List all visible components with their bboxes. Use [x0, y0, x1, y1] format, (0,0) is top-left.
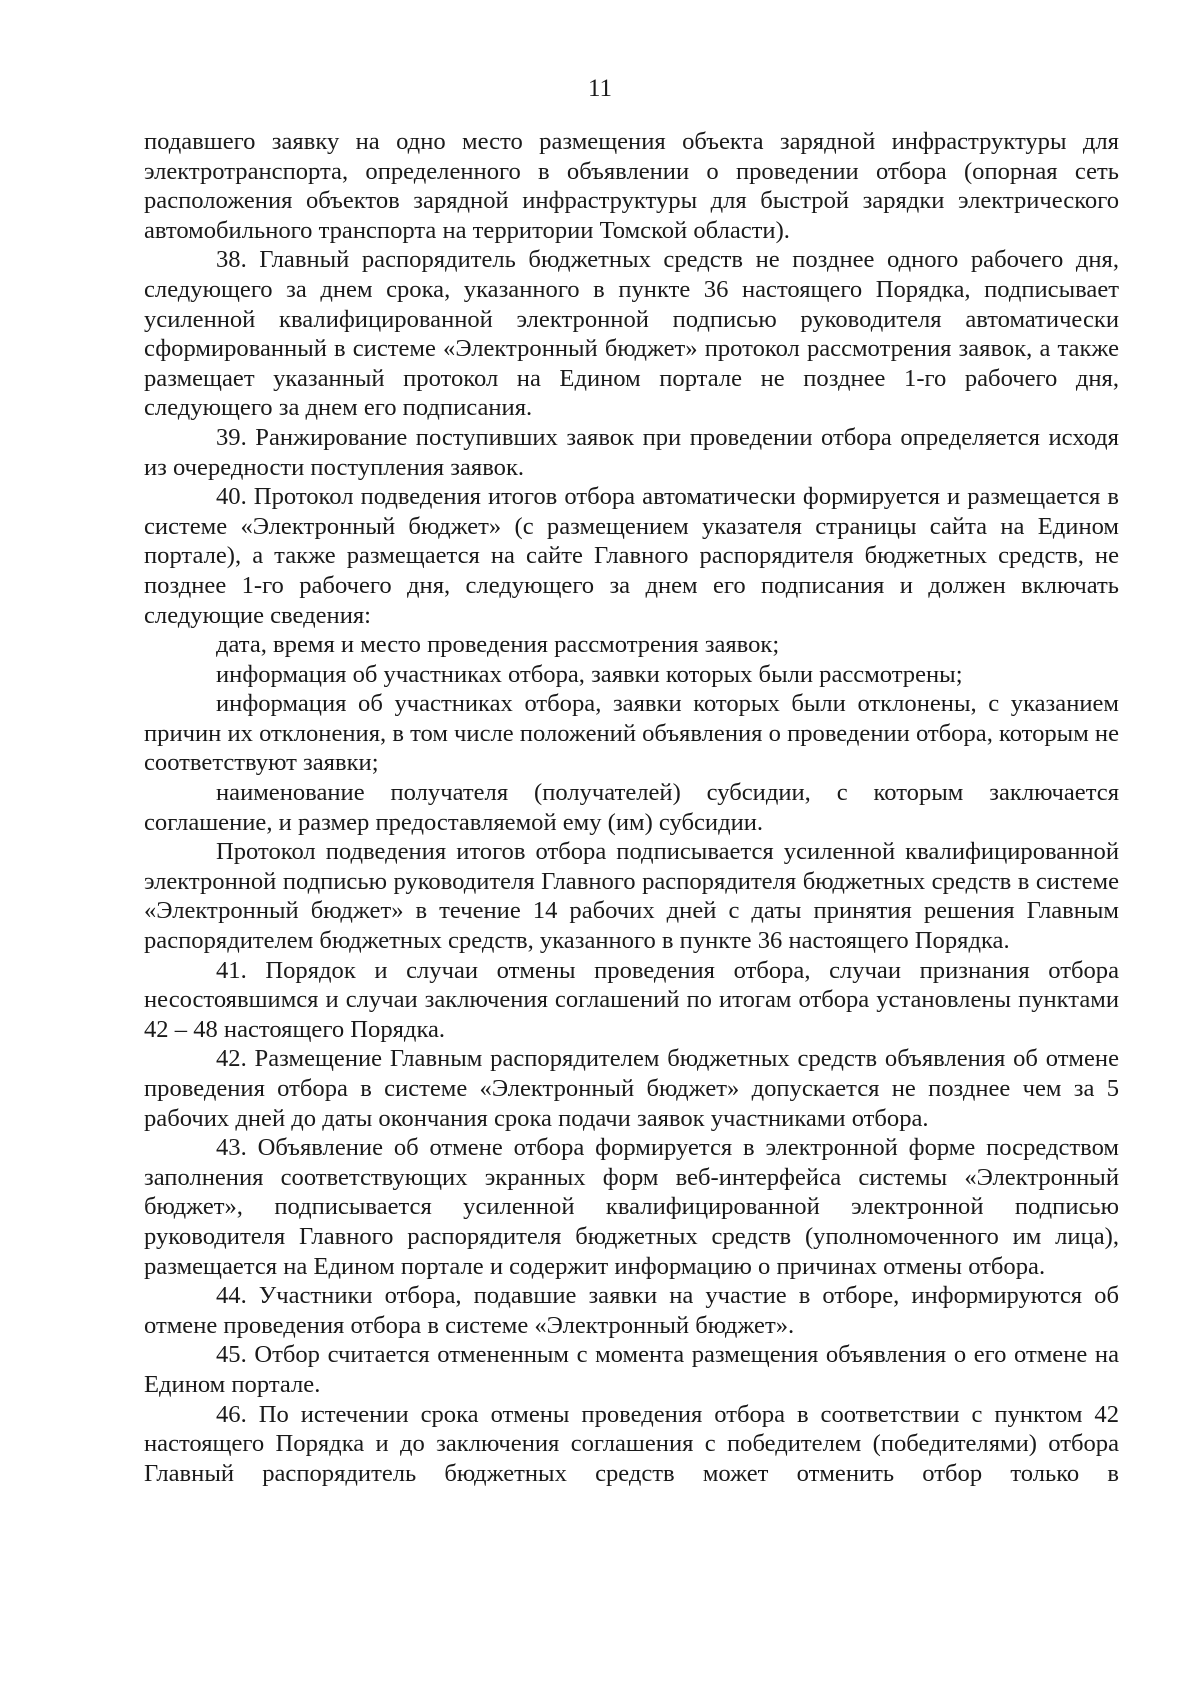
paragraph-continuation: подавшего заявку на одно место размещения объекта зарядной инфраструктуры для электротранспорта, определенного в объявлении о проведении отбора (опорная сеть расположения объектов зарядной инфраструктуры для быстрой зарядки электрического автомобильного транспорта на территории Томской области).: [144, 128, 1119, 244]
paragraph-46: 46. По истечении срока отмены проведения отбора в соответствии с пунктом 42 настоящего Порядка и до заключения соглашения с победителем (победителями) отбора Главный распорядитель бюджетных средств может отменить отбор только в: [144, 1400, 1119, 1487]
list-item-reviewed: информация об участниках отбора, заявки которых были рассмотрены;: [216, 660, 963, 688]
page-number: 11: [587, 75, 613, 102]
document-body: [144, 127, 1119, 1488]
list-item-date: дата, время и место проведения рассмотрения заявок;: [216, 631, 780, 659]
paragraph-41: 41. Порядок и случаи отмены проведения отбора, случаи признания отбора несостоявшимся и случаи заключения соглашений по итогам отбора установлены пунктами 42 – 48 настоящего Порядка.: [144, 956, 1119, 1043]
paragraph-39: 39. Ранжирование поступивших заявок при проведении отбора определяется исходя из очередности поступления заявок.: [144, 423, 1119, 481]
paragraph-44: 44. Участники отбора, подавшие заявки на участие в отборе, информируются об отмене проведения отбора в системе «Электронный бюджет».: [144, 1282, 1119, 1339]
paragraph-42: 42. Размещение Главным распорядителем бюджетных средств объявления об отмене проведения отбора в системе «Электронный бюджет» допускается не позднее чем за 5 рабочих дней до даты окончания срока подачи заявок участниками отбора.: [144, 1045, 1119, 1132]
list-item-rejected: информация об участниках отбора, заявки которых были отклонены, с указанием причин их отклонения, в том числе положений объявления о проведении отбора, которым не соответствуют заявки;: [144, 690, 1119, 777]
paragraph-38: 38. Главный распорядитель бюджетных средств не позднее одного рабочего дня, следующего за днем срока, указанного в пункте 36 настоящего Порядка, подписывает усиленной квалифицированной электронной подписью руководителя автоматически сформированный в системе «Электронный бюджет» протокол рассмотрения заявок, а также размещает указанный протокол на Едином портале не позднее 1-го рабочего дня, следующего за днем его подписания.: [144, 246, 1119, 422]
paragraph-45: 45. Отбор считается отмененным с момента размещения объявления о его отмене на Едином портале.: [144, 1341, 1119, 1398]
paragraph-40: 40. Протокол подведения итогов отбора автоматически формируется и размещается в системе «Электронный бюджет» (с размещением указателя страницы сайта на Едином портале), а также размещается на сайте Главного распорядителя бюджетных средств, не позднее 1-го рабочего дня, следующего за днем его подписания и должен включать следующие сведения:: [144, 483, 1119, 629]
paragraph-protocol-signing: Протокол подведения итогов отбора подписывается усиленной квалифицированной электронной подписью руководителя Главного распорядителя бюджетных средств в системе «Электронный бюджет» в течение 14 рабочих дней с даты принятия решения Главным распорядителем бюджетных средств, указанного в пункте 36 настоящего Порядка.: [144, 838, 1119, 955]
paragraph-43: 43. Объявление об отмене отбора формируется в электронной форме посредством заполнения соответствующих экранных форм веб-интерфейса системы «Электронный бюджет», подписывается усиленной квалифицированной электронной подписью руководителя Главного распорядителя бюджетных средств (уполномоченного им лица), размещается на Едином портале и содержит информацию о причинах отмены отбора.: [144, 1134, 1119, 1280]
list-item-recipient: наименование получателя (получателей) субсидии, с которым заключается соглашение, и размер предоставляемой ему (им) субсидии.: [144, 779, 1119, 836]
